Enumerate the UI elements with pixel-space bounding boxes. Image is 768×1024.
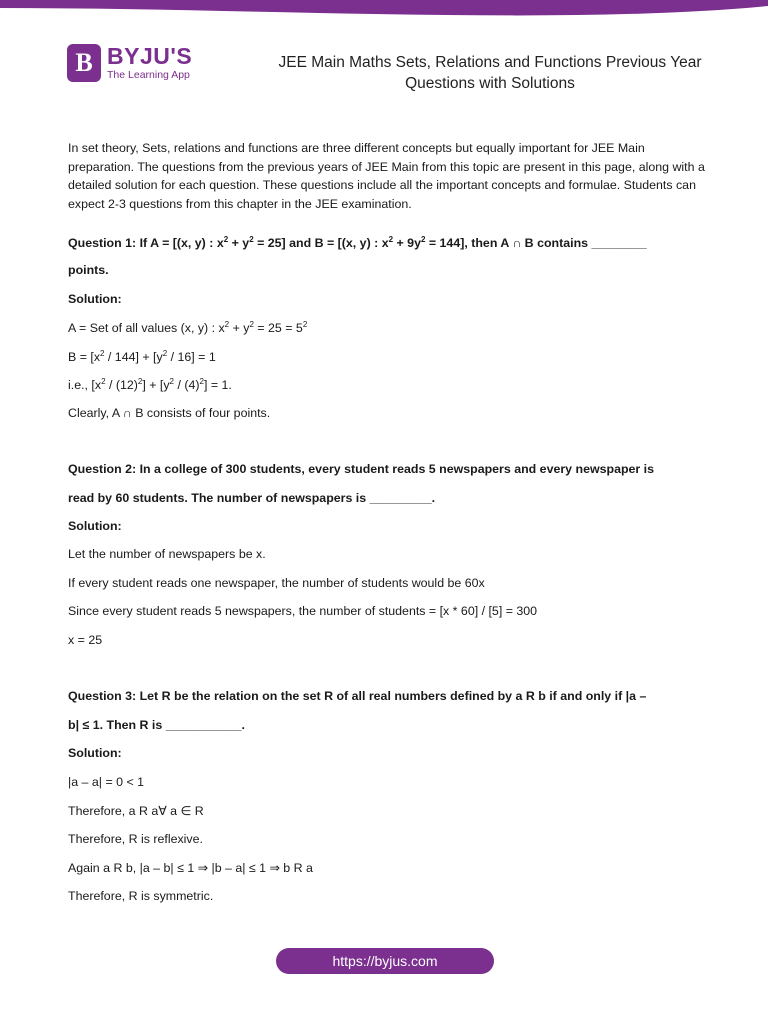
question-3-line-1: Question 3: Let R be the relation on the set R of all real numbers defined by a R b if and only if |a – xyxy=(68,689,647,703)
byjus-url-link[interactable]: https://byjus.com xyxy=(276,948,494,974)
solution-3-step-4: Again a R b, |a – b| ≤ 1 ⇒ |b – a| ≤ 1 ⇒ b R a xyxy=(68,861,313,875)
solution-2-step-4: x = 25 xyxy=(68,633,103,647)
solution-1-step-2: $B = [x^2 / 144] + [y^2 / 16] = 1$ xyxy=(68,349,216,365)
solution-3-step-3: Therefore, R is reflexive. xyxy=(68,832,203,846)
logo-tagline: The Learning App xyxy=(107,69,190,82)
solution-3-step-2: Therefore, a R a∀ a ∈ R xyxy=(68,804,204,818)
byjus-logo xyxy=(67,44,192,82)
question-1-line-2: points. xyxy=(68,263,109,277)
solution-1-step-4: Clearly, A ∩ B consists of four points. xyxy=(68,406,271,420)
solution-1-step-3: i.e., $[x^2 / (12)^2] + [y^2 / (4)^2] = 1$. xyxy=(68,377,232,393)
solution-3-label: Solution: xyxy=(68,746,122,760)
header-band xyxy=(0,0,768,22)
solution-1-label: Solution: xyxy=(68,292,122,306)
solution-2-label: Solution: xyxy=(68,519,122,533)
logo-icon: B xyxy=(67,44,101,82)
solution-2-step-2: If every student reads one newspaper, the number of students would be 60x xyxy=(68,576,485,590)
question-2-line-2: read by 60 students. The number of newspapers is _________. xyxy=(68,491,436,505)
solution-3-step-1: |a – a| = 0 < 1 xyxy=(68,775,145,789)
logo-name: BYJU'S xyxy=(107,43,193,70)
solution-3-step-5: Therefore, R is symmetric. xyxy=(68,889,214,903)
document-title: JEE Main Maths Sets, Relations and Functions Previous Year Questions with Solutions xyxy=(278,54,702,92)
question-2-line-1: Question 2: In a college of 300 students, every student reads 5 newspapers and every newspaper is xyxy=(68,462,655,476)
solution-2-step-1: Let the number of newspapers be x. xyxy=(68,547,266,561)
question-1-line-1: Question 1: If A = [(x, y) : $x^2 + y^2 = 25$] and B = [(x, y) : $x^2 + 9y^2 = 144$], then A ∩ B contains ________ xyxy=(68,235,647,251)
solution-1-step-1: A = Set of all values (x, y) : $x^2 + y^2 = 25 = 5^2$ xyxy=(68,320,308,336)
intro-paragraph: In set theory, Sets, relations and functions are three different concepts but equally important for JEE Main preparation. The questions from the previous years of JEE Main from this topic are present in this page, along with a detailed solution for each question. These questions include all the important concepts and formulae. Students can expect 2-3 questions from this chapter in the JEE examination. xyxy=(68,141,705,211)
question-3-line-2: b| ≤ 1. Then R is ___________. xyxy=(68,718,245,732)
solution-2-step-3: Since every student reads 5 newspapers, the number of students = [x * 60] / [5] = 300 xyxy=(68,604,538,618)
